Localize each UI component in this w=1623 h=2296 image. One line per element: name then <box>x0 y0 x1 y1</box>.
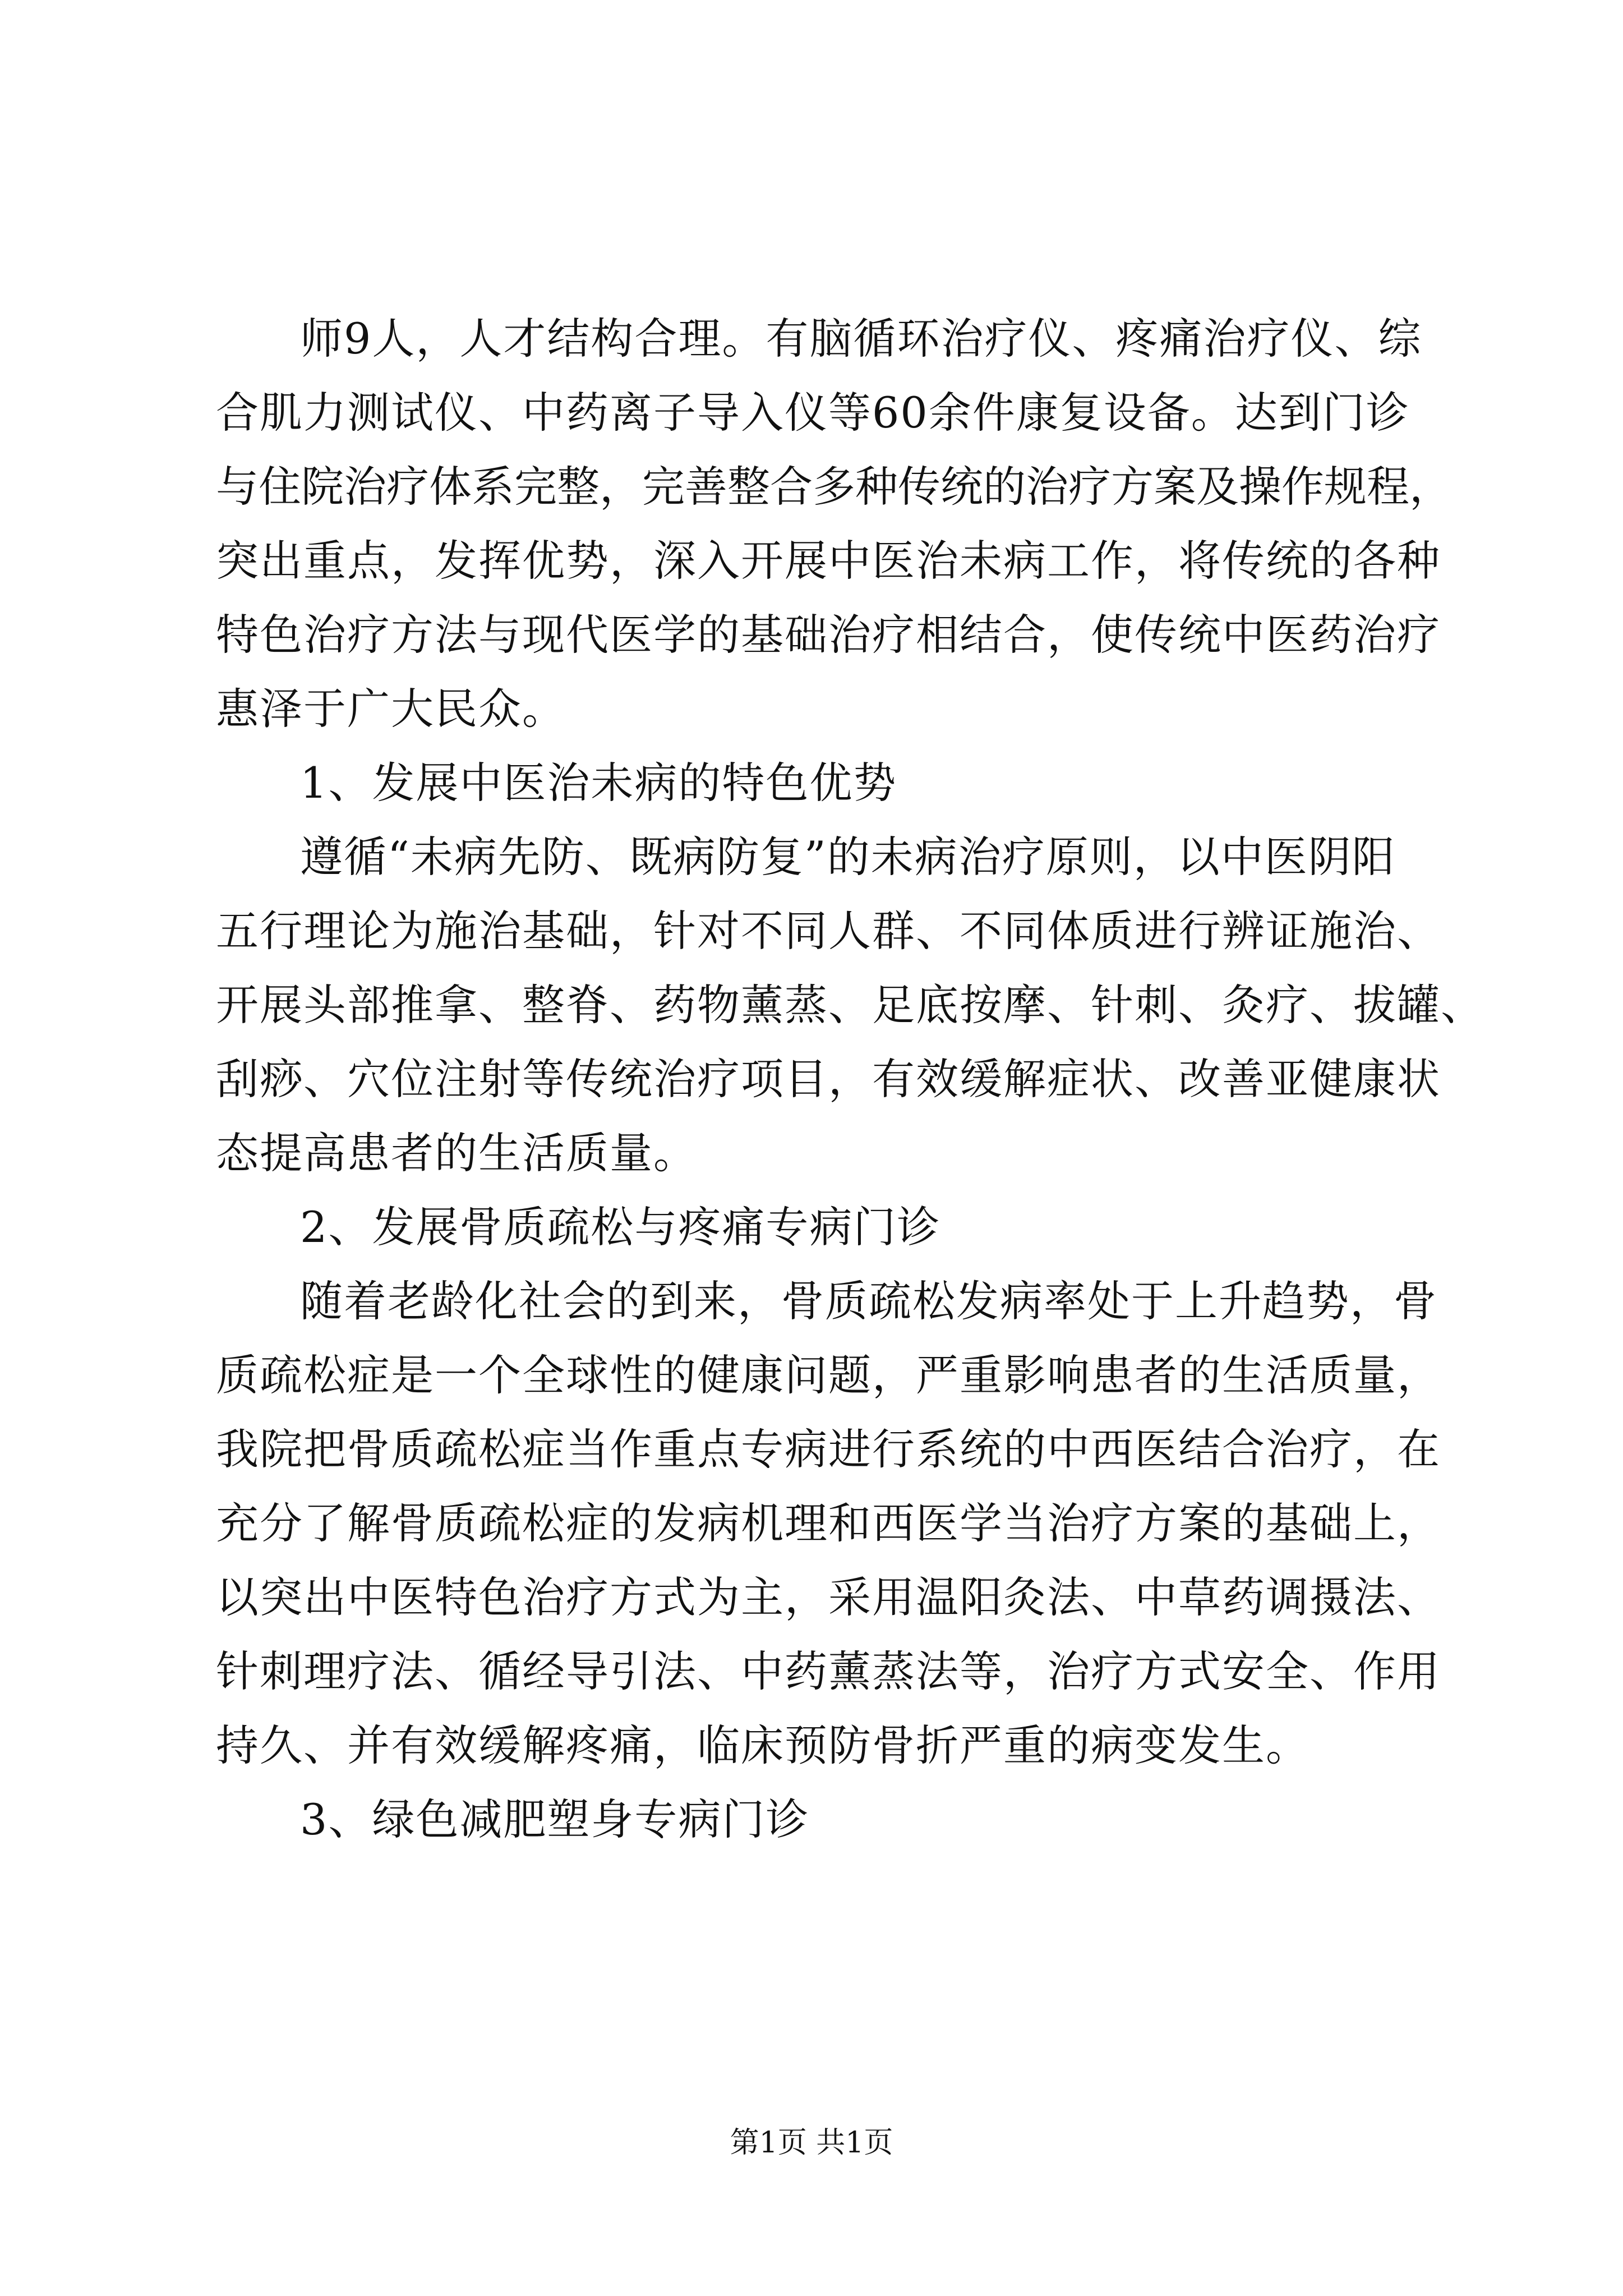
paragraph-line: 刮痧、穴位注射等传统治疗项目，有效缓解症状、改善亚健康状 <box>216 1054 1441 1104</box>
paragraph-line: 师9人，人才结构合理。有脑循环治疗仪、疼痛治疗仪、综 <box>300 314 1422 364</box>
paragraph-line: 针刺理疗法、循经导引法、中药薰蒸法等，治疗方式安全、作用 <box>216 1646 1441 1696</box>
paragraph-line: 以突出中医特色治疗方式为主，采用温阳灸法、中草药调摄法、 <box>216 1572 1441 1622</box>
paragraph-line: 惠泽于广大民众。 <box>216 684 566 734</box>
paragraph-line: 持久、并有效缓解疼痛，临床预防骨折严重的病变发生。 <box>216 1720 1310 1770</box>
paragraph-line: 随着老龄化社会的到来，骨质疏松发病率处于上升趋势，骨 <box>300 1276 1437 1326</box>
section-heading: 2、发展骨质疏松与疼痛专病门诊 <box>300 1202 941 1252</box>
section-heading: 1、发展中医治未病的特色优势 <box>300 758 897 808</box>
paragraph-line: 特色治疗方法与现代医学的基础治疗相结合，使传统中医药治疗 <box>216 610 1441 660</box>
page-number-footer: 第1页 共1页 <box>730 2126 893 2160</box>
section-heading: 3、绿色减肥塑身专病门诊 <box>300 1795 810 1844</box>
paragraph-line: 与住院治疗体系完整，完善整合多种传统的治疗方案及操作规程， <box>216 462 1452 512</box>
paragraph-line: 突出重点，发挥优势，深入开展中医治未病工作，将传统的各种 <box>216 536 1441 586</box>
document-body <box>216 302 1483 1857</box>
paragraph-line: 充分了解骨质疏松症的发病机理和西医学当治疗方案的基础上， <box>216 1498 1441 1548</box>
paragraph-line: 遵循“未病先防、既病防复”的未病治疗原则，以中医阴阳 <box>300 832 1396 882</box>
paragraph-line: 质疏松症是一个全球性的健康问题，严重影响患者的生活质量， <box>216 1350 1441 1400</box>
paragraph-line: 我院把骨质疏松症当作重点专病进行系统的中西医结合治疗，在 <box>216 1424 1441 1474</box>
paragraph-line: 态提高患者的生活质量。 <box>216 1128 697 1178</box>
paragraph-line: 开展头部推拿、整脊、药物薰蒸、足底按摩、针刺、灸疗、拔罐、 <box>216 980 1484 1030</box>
paragraph-line: 五行理论为施治基础，针对不同人群、不同体质进行辨证施治、 <box>216 906 1441 956</box>
paragraph-line: 合肌力测试仪、中药离子导入仪等60余件康复设备。达到门诊 <box>216 388 1410 438</box>
